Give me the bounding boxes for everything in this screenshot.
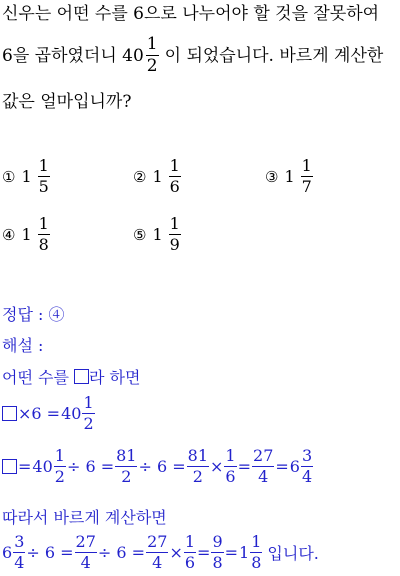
question-line-2 [2,36,383,75]
eq-op: = [18,457,32,476]
eq-op: × [210,457,224,476]
eq-whole: 1 [239,543,250,562]
fraction-numerator: 1 [38,156,49,175]
eq-fraction [224,448,236,485]
choice-1[interactable] [2,158,50,195]
explanation-label: 해설 : [2,336,44,355]
eq-fraction [211,534,223,571]
choice-fraction [169,216,181,253]
choice-whole: 1 [21,167,32,186]
eq-op: ×6 = [18,404,61,423]
fraction-numerator: 9 [212,532,223,551]
fraction-denominator: 9 [169,235,180,254]
fraction-numerator: 1 [83,393,94,412]
choice-2[interactable] [133,158,181,195]
fraction-numerator: 1 [54,446,65,465]
eq-op: × [169,543,183,562]
fraction-numerator: 27 [253,446,274,465]
eq-fraction [75,534,97,571]
eq-fraction [301,448,313,485]
question-line-2-before: 6을 곱하였더니 40 [2,45,144,66]
fraction-numerator: 1 [38,214,49,233]
eq-op: = [275,457,289,476]
choice-marker: ④ [2,225,16,244]
equation-3 [2,534,319,571]
solution-intro-before: 어떤 수를 [2,368,69,387]
fraction-denominator: 4 [258,467,269,486]
choice-4[interactable] [2,216,50,253]
choice-whole: 1 [152,225,163,244]
fraction-denominator: 2 [146,56,158,76]
fraction-denominator: 6 [169,177,180,196]
eq-fraction [54,448,66,485]
eq-fraction [13,534,25,571]
solution-intro [2,365,140,388]
eq-op: ÷ 6 = [26,543,74,562]
eq-whole: 40 [32,457,53,476]
eq-fraction [184,534,196,571]
fraction-denominator: 4 [14,553,25,572]
eq-op: ÷ 6 = [97,543,146,562]
eq-fraction [187,448,209,485]
fraction-denominator: 2 [121,467,132,486]
choice-whole: 1 [21,225,32,244]
eq-fraction [82,395,94,432]
eq-tail: 입니다. [267,544,319,563]
fraction-numerator: 3 [301,446,313,465]
choice-marker: ⑤ [133,225,147,244]
choice-5[interactable] [133,216,181,253]
eq-op: ÷ 6 = [66,457,115,476]
fraction-denominator: 6 [184,553,196,572]
fraction-denominator: 5 [38,177,49,196]
choice-fraction [169,158,181,195]
choice-fraction [301,158,313,195]
eq-fraction [252,448,274,485]
fraction-denominator: 7 [301,177,312,196]
fraction-denominator: 4 [152,553,163,572]
unknown-box-icon [2,459,17,474]
fraction-numerator: 1 [146,34,158,54]
answer-label: 정답 : ④ [2,305,65,324]
unknown-box-icon [74,369,89,384]
choice-marker: ① [2,167,16,186]
eq-fraction [250,534,262,571]
choice-fraction [38,216,50,253]
fraction-numerator: 3 [14,532,25,551]
choice-whole: 1 [284,167,295,186]
fraction-numerator: 1 [225,446,236,465]
eq-fraction [115,448,137,485]
eq-op: = [197,543,211,562]
equation-2 [2,448,313,485]
fraction-one-half [146,36,159,75]
solution-therefore: 따라서 바르게 계산하면 [2,508,167,527]
eq-whole: 6 [2,543,13,562]
choice-3[interactable] [265,158,313,195]
eq-op: = [224,543,239,562]
solution-intro-after: 라 하면 [89,368,141,387]
fraction-denominator: 2 [83,414,94,433]
fraction-denominator: 4 [80,553,91,572]
fraction-numerator: 81 [116,446,137,465]
question-line-2-after: 이 되었습니다. 바르게 계산한 [164,45,384,66]
choice-fraction [38,158,50,195]
fraction-denominator: 2 [54,467,65,486]
fraction-numerator: 81 [187,446,209,465]
unknown-box-icon [2,406,17,421]
choice-whole: 1 [152,167,163,186]
fraction-numerator: 1 [251,532,262,551]
fraction-denominator: 8 [212,553,223,572]
fraction-numerator: 1 [301,156,312,175]
fraction-numerator: 27 [75,532,96,551]
fraction-denominator: 8 [38,235,49,254]
eq-fraction [146,534,168,571]
eq-whole: 6 [289,457,300,476]
fraction-denominator: 4 [301,467,313,486]
eq-whole: 40 [61,404,82,423]
fraction-denominator: 8 [251,553,262,572]
choice-marker: ③ [265,167,279,186]
question-line-1: 신우는 어떤 수를 6으로 나누어야 할 것을 잘못하여 [2,4,380,24]
eq-op: ÷ 6 = [138,457,186,476]
equation-1 [2,395,95,432]
fraction-numerator: 27 [147,532,168,551]
fraction-denominator: 6 [225,467,236,486]
fraction-numerator: 1 [184,532,196,551]
question-line-3: 값은 얼마입니까? [2,92,132,112]
fraction-denominator: 2 [192,467,203,486]
fraction-numerator: 1 [169,156,180,175]
choice-marker: ② [133,167,147,186]
eq-op: = [237,457,252,476]
fraction-numerator: 1 [169,214,180,233]
